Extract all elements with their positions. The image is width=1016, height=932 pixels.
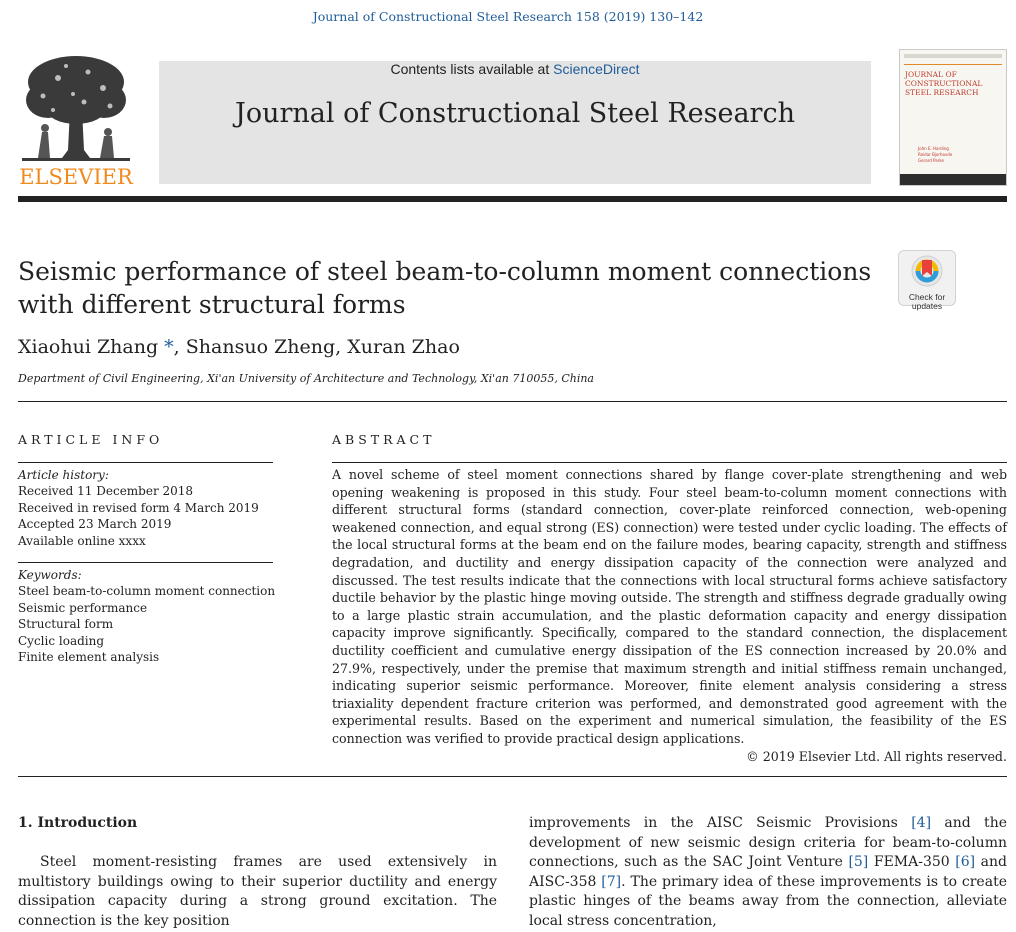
abstract-paragraph: A novel scheme of steel moment connections shared by flange cover-plate strengthening and web opening weakening is proposed in this study. Four steel beam-to-column moment connections with different structural forms (standard connection, cover-plate reinforced connection, web-opening weakened connection, and equal strong (ES) connection) were tested under cyclic loading. The effects of the local structural forms at the beam end on the failure modes, bearing capacity, strength and stiffness degradation, and ductility and energy dissipation capacity of the connection were analyzed and discussed. The test results indicate that the connections with local structural forms achieve satisfactory ductile behavior by the plastic hinge moving outside. The strength and stiffness degrade gradually owing to a large plastic strain accumulation, and the plastic deformation capacity and energy dissipation capacity improve significantly. Specifically, compared to the standard connection, the displacement ductility coefficient and cumulative energy dissipation of the ES connection increased by 20.0% and 27.9%, respectively, under the premise that maximum strength and initial stiffness remain unchanged, indicating superior seismic performance. Moreover, finite element analysis considering a stress triaxiality dependent fracture criterion was performed, and demonstrated good agreement with the experimental results. Based on the experiment and numerical simulation, the feasibility of the ES connection was verified to provide practical design applications.	[332, 467, 1007, 746]
body-text: . The primary idea of these improvements is to create plastic hinges of the beams away from the connection, alleviate local stress concentration,	[529, 873, 1007, 929]
body-text: and AISC-358	[529, 854, 1008, 890]
keyword-item: Seismic performance	[18, 600, 148, 615]
svg-text:JOURNAL OF: JOURNAL OF	[905, 70, 957, 79]
journal-cover-image	[900, 50, 1006, 185]
author-affiliation: Department of Civil Engineering, Xi'an University of Architecture and Technology, Xi'an 710055, China	[18, 372, 594, 385]
section-divider	[18, 462, 273, 463]
history-label: Article history:	[18, 468, 109, 482]
author-name[interactable]: Xuran Zhao	[347, 336, 460, 358]
reference-link[interactable]: [7]	[601, 873, 622, 890]
keywords-list	[18, 567, 275, 665]
body-paragraph: Steel moment-resisting frames are used extensively in multistory buildings owing to their superior ductility and energy dissipation capacity during a strong ground excitation. The connection is the key position	[18, 854, 497, 929]
keyword-item: Cyclic loading	[18, 633, 105, 648]
body-column-left	[18, 853, 497, 931]
svg-text:Reidar Bjorhovde: Reidar Bjorhovde	[918, 152, 953, 157]
journal-citation-link[interactable]: Journal of Constructional Steel Research 158 (2019) 130–142	[312, 9, 704, 24]
author-list: Xiaohui Zhang *, Shansuo Zheng, Xuran Zhao	[18, 336, 460, 358]
history-item: Accepted 23 March 2019	[18, 517, 172, 532]
contents-prefix: Contents lists available at	[390, 61, 554, 77]
reference-link[interactable]: [6]	[955, 854, 976, 871]
article-history	[18, 467, 259, 549]
section-divider	[18, 776, 1007, 777]
body-text: improvements in the AISC Seismic Provisions	[529, 815, 912, 831]
keyword-item: Steel beam-to-column moment connection	[18, 584, 276, 599]
check-for-updates-button[interactable]	[898, 250, 956, 311]
journal-name: Journal of Constructional Steel Research	[235, 98, 795, 129]
abstract-body	[332, 466, 1007, 765]
author-name[interactable]: Shansuo Zheng	[185, 336, 336, 358]
section-divider	[18, 401, 1007, 402]
body-column-right	[529, 814, 1007, 932]
article-info-heading: ARTICLE INFO	[18, 432, 164, 447]
elsevier-logo[interactable]	[18, 50, 134, 187]
reference-link[interactable]: [5]	[848, 854, 869, 871]
journal-cover-thumbnail[interactable]	[899, 49, 1007, 186]
copyright-notice: © 2019 Elsevier Ltd. All rights reserved.	[746, 748, 1007, 764]
body-text: FEMA-350	[868, 854, 956, 871]
contents-line	[159, 61, 871, 77]
body-text: and the development of new seismic design criteria for beam-to-column connections, such as the SAC Joint Venture	[529, 815, 1007, 871]
section-divider	[332, 462, 1007, 463]
section-divider	[18, 562, 273, 563]
abstract-heading: ABSTRACT	[332, 432, 436, 447]
bookmark-refresh-icon	[909, 254, 945, 288]
history-item: Received 11 December 2018	[18, 484, 194, 499]
history-item: Received in revised form 4 March 2019	[18, 500, 259, 515]
sciencedirect-link[interactable]: ScienceDirect	[553, 61, 640, 77]
reference-link[interactable]: [4]	[911, 815, 932, 831]
svg-text:Gerard Parke: Gerard Parke	[918, 158, 945, 163]
history-item: Available online xxxx	[18, 533, 146, 548]
svg-text:John E. Harding: John E. Harding	[918, 146, 949, 151]
corresponding-author-marker[interactable]: *	[164, 336, 174, 358]
svg-text:CONSTRUCTIONAL: CONSTRUCTIONAL	[905, 79, 983, 88]
article-title: Seismic performance of steel beam-to-column moment connections with different structural forms	[18, 257, 872, 319]
author-name[interactable]: Xiaohui Zhang	[18, 336, 159, 358]
svg-text:ELSEVIER: ELSEVIER	[19, 165, 133, 187]
keyword-item: Structural form	[18, 617, 114, 632]
check-for-updates-label: Check for updates	[908, 292, 946, 311]
keywords-label: Keywords:	[18, 568, 82, 582]
header-rule	[18, 196, 1007, 202]
introduction-heading: 1. Introduction	[18, 815, 138, 831]
svg-text:STEEL RESEARCH: STEEL RESEARCH	[905, 88, 979, 97]
body-paragraph	[529, 814, 1007, 932]
elsevier-tree-icon	[18, 50, 134, 187]
keyword-item: Finite element analysis	[18, 650, 160, 665]
